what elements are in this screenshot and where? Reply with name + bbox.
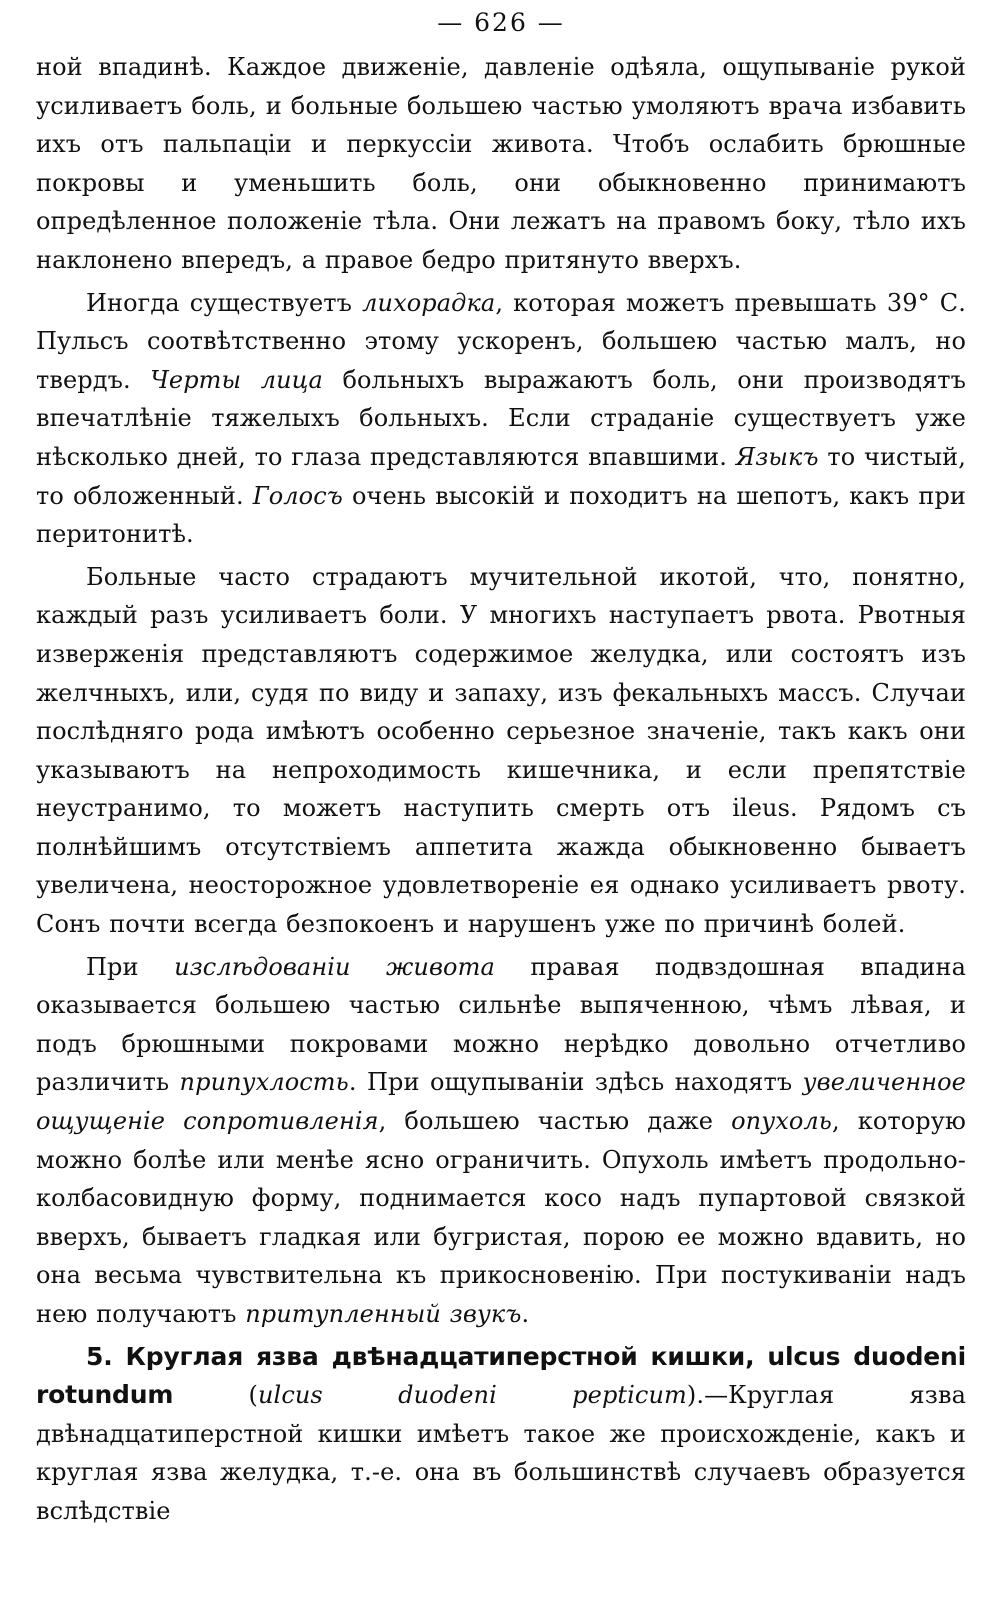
- italic-term: Черты лица: [150, 365, 323, 394]
- text-run: то чистый, то обложенный.: [36, 442, 966, 510]
- paragraph-fever-symptoms: [36, 284, 966, 554]
- text-run: . При ощупываніи здѣсь находятъ: [348, 1068, 803, 1097]
- page-number: — 626 —: [437, 8, 565, 37]
- paragraph-continuation: [36, 48, 966, 280]
- text-run: ).—Круглая язва двѣнадцатиперстной кишки имѣетъ такое же происхожденіе, какъ и круглая язва желудка, т.-е. она въ большинствѣ случаевъ образуется вслѣдствіе: [36, 1381, 966, 1525]
- text-run: правая подвздошная впадина оказывается большею частью сильнѣе выпяченною, чѣмъ лѣвая, и подъ брюшными покровами можно нерѣдко довольно отчетливо различить: [36, 952, 966, 1097]
- text-run: очень высокій и походитъ на шепотъ, какъ при перитонитѣ.: [36, 481, 966, 549]
- italic-term: лихорадка: [362, 288, 496, 317]
- italic-term: Языкъ: [735, 442, 819, 471]
- italic-term: Голосъ: [252, 481, 343, 510]
- text-run: , которую можно болѣе или менѣе ясно ограничить. Опухоль имѣетъ продольно-колбасовидную форму, поднимается косо надъ пупартовой связкой вверхъ, бываетъ гладкая или бугристая, порою ее можно вдавить, но она весьма чувствительна къ прикосновенію. При постукиваніи надъ нею получаютъ: [36, 1107, 966, 1328]
- text-run: Больные часто страдаютъ мучительной икотой, что, понятно, каждый разъ усиливаетъ боли. У многихъ наступаетъ рвота. Рвотныя изверженія представляютъ содержимое желудка, или состоятъ изъ желчныхъ, или, судя по виду и запаху, изъ фекальныхъ массъ. Случаи послѣдняго рода имѣютъ особенно серьезное значеніе, такъ какъ они указываютъ на непроходимость кишечника, и если препятствіе неустранимо, то можетъ наступить смерть отъ ileus. Рядомъ съ полнѣйшимъ отсутствіемъ аппетита жажда обыкновенно бываетъ увеличена, неосторожное удовлетвореніе ея однако усиливаетъ рвоту. Сонъ почти всегда безпокоенъ и нарушенъ уже по причинѣ болей.: [36, 562, 966, 939]
- italic-term: припухлость: [179, 1068, 349, 1097]
- paragraph-abdominal-exam: [36, 948, 966, 1334]
- text-run: , большею частью даже: [378, 1107, 732, 1136]
- text-run: При: [86, 952, 175, 981]
- text-run: .: [521, 1300, 530, 1328]
- italic-term: увеличенное ощущеніе сопротивленія: [36, 1068, 966, 1136]
- section-heading: 5. Круглая язва двѣнадцатиперстной кишки, ulcus duodeni rotundum: [36, 1341, 966, 1410]
- text-run: Иногда существуетъ: [86, 288, 363, 317]
- paragraph-vomiting: [36, 558, 966, 944]
- text-run: больныхъ выражаютъ боль, они производятъ впечатлѣніе тяжелыхъ больныхъ. Если страданіе существуетъ уже нѣсколько дней, то глаза представляются впавшими.: [36, 365, 967, 471]
- text-run: , которая можетъ превышать 39° С. Пульсъ соотвѣтственно этому ускоренъ, большею частью малъ, но твердъ.: [36, 288, 966, 394]
- paragraph-duodenal-ulcer-section: [36, 1338, 966, 1531]
- italic-term: опухоль: [731, 1107, 832, 1136]
- text-run: ной впадинѣ. Каждое движеніе, давленіе одѣяла, ощупываніе рукой усиливаетъ боль, и больные большею частью умоляютъ врача избавить ихъ отъ пальпаціи и перкуссіи живота. Чтобъ ослабить брюшные покровы и уменьшить боль, они обыкновенно принимаютъ опредѣленное положеніе тѣла. Они лежатъ на правомъ боку, тѣло ихъ наклонено впередъ, а правое бедро притянуто вверхъ.: [36, 53, 966, 274]
- italic-term: изслѣдованіи живота: [174, 952, 495, 981]
- text-run: (: [173, 1381, 258, 1410]
- italic-term: ulcus duodeni pepticum: [258, 1381, 687, 1410]
- italic-term: притупленный звукъ: [245, 1300, 522, 1328]
